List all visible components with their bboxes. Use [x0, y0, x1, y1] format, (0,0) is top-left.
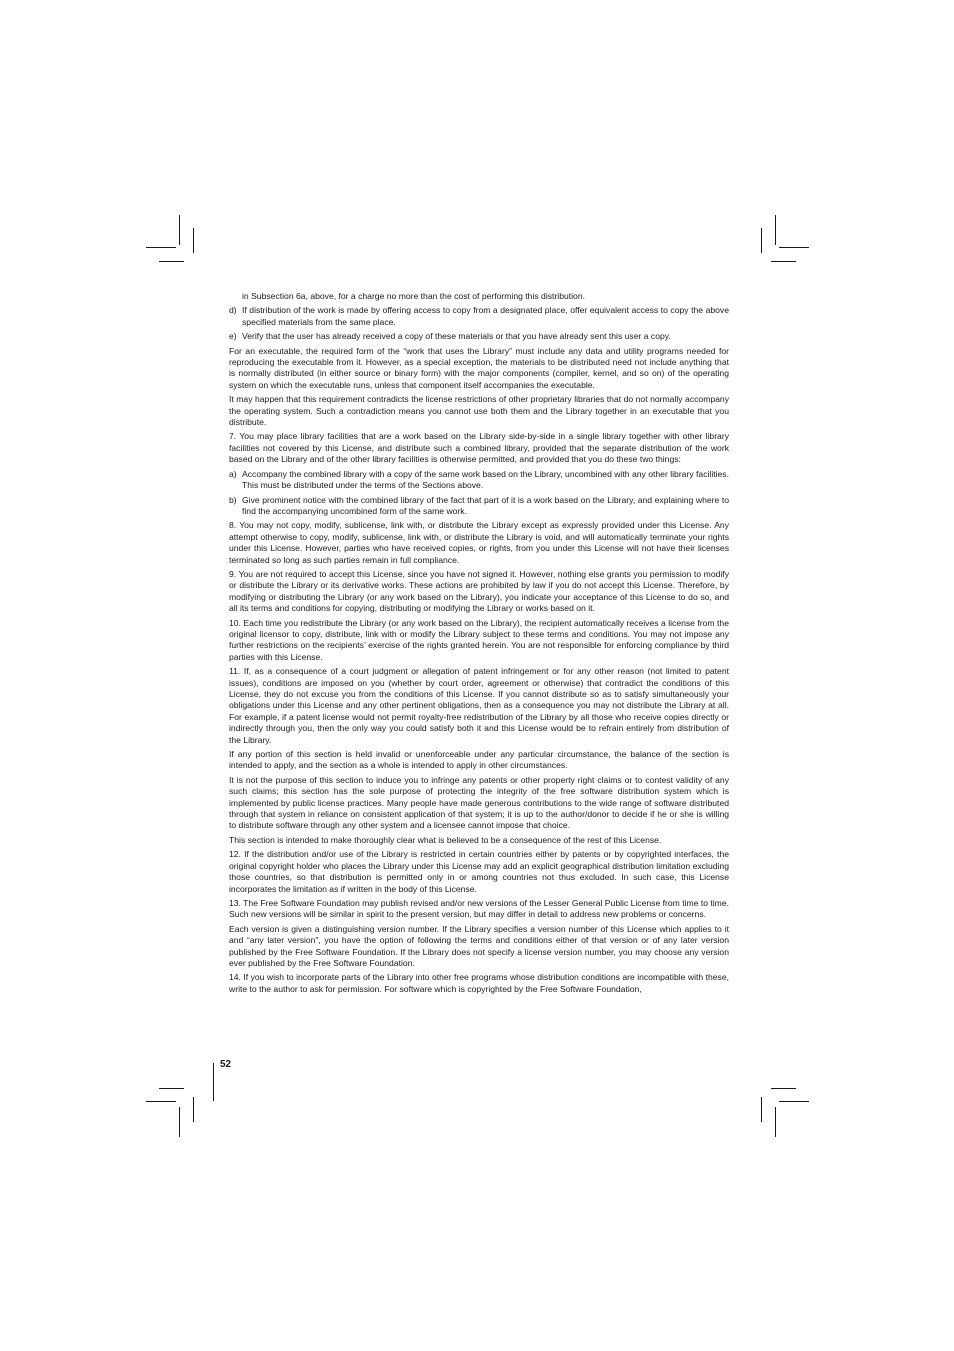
paragraph: 9. You are not required to accept this License, since you have not signed it. However, nothing else grants you permission to modify or distribute the Library or its derivative works. These actions are prohibited by law if you do not accept this License. Therefore, by modifying or distributing the Library (or any work based on the Library), you indicate your acceptance of this License to do so, and all its terms and conditions for copying, distributing or modifying the Library or works based on it. [229, 568, 729, 614]
crop-mark [775, 1107, 776, 1137]
paragraph: 14. If you wish to incorporate parts of the Library into other free programs whose distribution conditions are incompatible with these, write to the author to ask for permission. For software which is copyrighted by the Free Software Foundation, [229, 972, 729, 994]
crop-mark [193, 1097, 194, 1122]
paragraph: 12. If the distribution and/or use of the Library is restricted in certain countries either by patents or by copyrighted interfaces, the original copyright holder who places the Library under this License may add an explicit geographical distribution limitation excluding those countries, so that distribution is permitted only in or among countries not thus excluded. In such case, this License incorporates the limitation as if written in the body of this License. [229, 849, 729, 894]
license-text [229, 291, 729, 998]
list-item-text: Verify that the user has already received a copy of these materials or that you have already sent this user a copy. [242, 331, 671, 342]
page-number-rule [213, 1063, 214, 1101]
crop-mark [771, 1088, 796, 1089]
crop-mark [159, 261, 184, 262]
paragraph: 8. You may not copy, modify, sublicense, link with, or distribute the Library except as expressly provided under this License. Any attempt otherwise to copy, modify, sublicense, link with, or distribute the Library is void, and will automatically terminate your rights under this License. However, parties who have received copies, or rights, from you under this License will not have their licenses terminated so long as such parties remain in full compliance. [229, 520, 729, 565]
list-item [229, 331, 729, 342]
paragraph: For an executable, the required form of the “work that uses the Library” must include any data and utility programs needed for reproducing the executable from it. However, as a special exception, the materials to be distributed need not include anything that is normally distributed (in either source or binary form) with the major components (compiler, kernel, and so on) of the operating system on which the executable runs, unless that component itself accompanies the executable. [229, 345, 729, 390]
list-item-label: a) [229, 468, 237, 479]
paragraph: 11. If, as a consequence of a court judgment or allegation of patent infringement or for any other reason (not limited to patent issues), conditions are imposed on you (whether by court order, agreement or otherwise) that contradict the conditions of this License, they do not excuse you from the conditions of this License. If you cannot distribute so as to satisfy simultaneously your obligations under this License and any other pertinent obligations, then as a consequence you may not distribute the Library at all. For example, if a patent license would not permit royalty-free redistribution of the Library by all those who receive copies directly or indirectly through you, then the only way you could satisfy both it and this License would be to refrain entirely from distribution of the Library. [229, 666, 729, 745]
list-item [229, 495, 729, 518]
crop-mark [159, 1088, 184, 1089]
list-item [229, 305, 729, 328]
list-item-text: If distribution of the work is made by offering access to copy from a designated place, offer equivalent access to copy the above specified materials from the same place. [242, 305, 729, 327]
page-number: 52 [220, 1059, 232, 1070]
paragraph: 10. Each time you redistribute the Library (or any work based on the Library), the recipient automatically receives a license from the original licensor to copy, distribute, link with or modify the Library subject to these terms and conditions. You may not impose any further restrictions on the recipients’ exercise of the rights granted herein. You are not responsible for enforcing compliance by third parties with this License. [229, 617, 729, 662]
paragraph: It may happen that this requirement contradicts the license restrictions of other proprietary libraries that do not normally accompany the operating system. Such a contradiction means you cannot use both them and the Library together in an executable that you distribute. [229, 394, 729, 428]
crop-mark [779, 247, 809, 248]
list-item-text: Give prominent notice with the combined library of the fact that part of it is a work based on the Library, and explaining where to find the accompanying uncombined form of the same work. [242, 494, 729, 516]
crop-mark [761, 228, 762, 253]
paragraph: 7. You may place library facilities that are a work based on the Library side-by-side in a single library together with other library facilities not covered by this License, and distribute such a combined library, provided that the separate distribution of the work based on the Library and of the other library facilities is otherwise permitted, and provided that you do these two things: [229, 431, 729, 465]
list-item-label: b) [229, 494, 237, 505]
crop-mark [146, 1101, 176, 1102]
paragraph: in Subsection 6a, above, for a charge no more than the cost of performing this distribution. [242, 291, 585, 301]
list-item-text: Accompany the combined library with a copy of the same work based on the Library, uncombined with any other library facilities. This must be distributed under the terms of the Sections above. [242, 468, 729, 491]
list-item [229, 469, 729, 492]
crop-mark [775, 215, 776, 245]
crop-mark [761, 1097, 762, 1122]
crop-mark [771, 261, 796, 262]
crop-mark [179, 1107, 180, 1137]
crop-mark [193, 228, 194, 253]
crop-mark [179, 215, 180, 245]
paragraph: This section is intended to make thoroughly clear what is believed to be a consequence of the rest of this License. [229, 834, 662, 845]
paragraph: Each version is given a distinguishing version number. If the Library specifies a version number of this License which applies to it and “any later version”, you have the option of following the terms and conditions either of that version or of any later version published by the Free Software Foundation. If the Library does not specify a license version number, you may choose any version ever published by the Free Software Foundation. [229, 923, 729, 968]
list-item-label: d) [229, 305, 237, 316]
paragraph: 13. The Free Software Foundation may publish revised and/or new versions of the Lesser General Public License from time to time. Such new versions will be similar in spirit to the present version, but may differ in detail to address new problems or concerns. [229, 897, 729, 920]
crop-mark [146, 247, 176, 248]
crop-mark [779, 1101, 809, 1102]
paragraph: If any portion of this section is held invalid or unenforceable under any particular circumstance, the balance of the section is intended to apply, and the section as a whole is intended to apply in other circumstances. [229, 749, 729, 771]
list-item-label: e) [229, 331, 237, 342]
paragraph: It is not the purpose of this section to induce you to infringe any patents or other property right claims or to contest validity of any such claims; this section has the sole purpose of protecting the integrity of the free software distribution system which is implemented by public license practices. Many people have made generous contributions to the wide range of software distributed through that system in reliance on consistent application of that system; it is up to the author/donor to decide if he or she is willing to distribute software through any other system and a licensee cannot impose that choice. [229, 774, 729, 831]
